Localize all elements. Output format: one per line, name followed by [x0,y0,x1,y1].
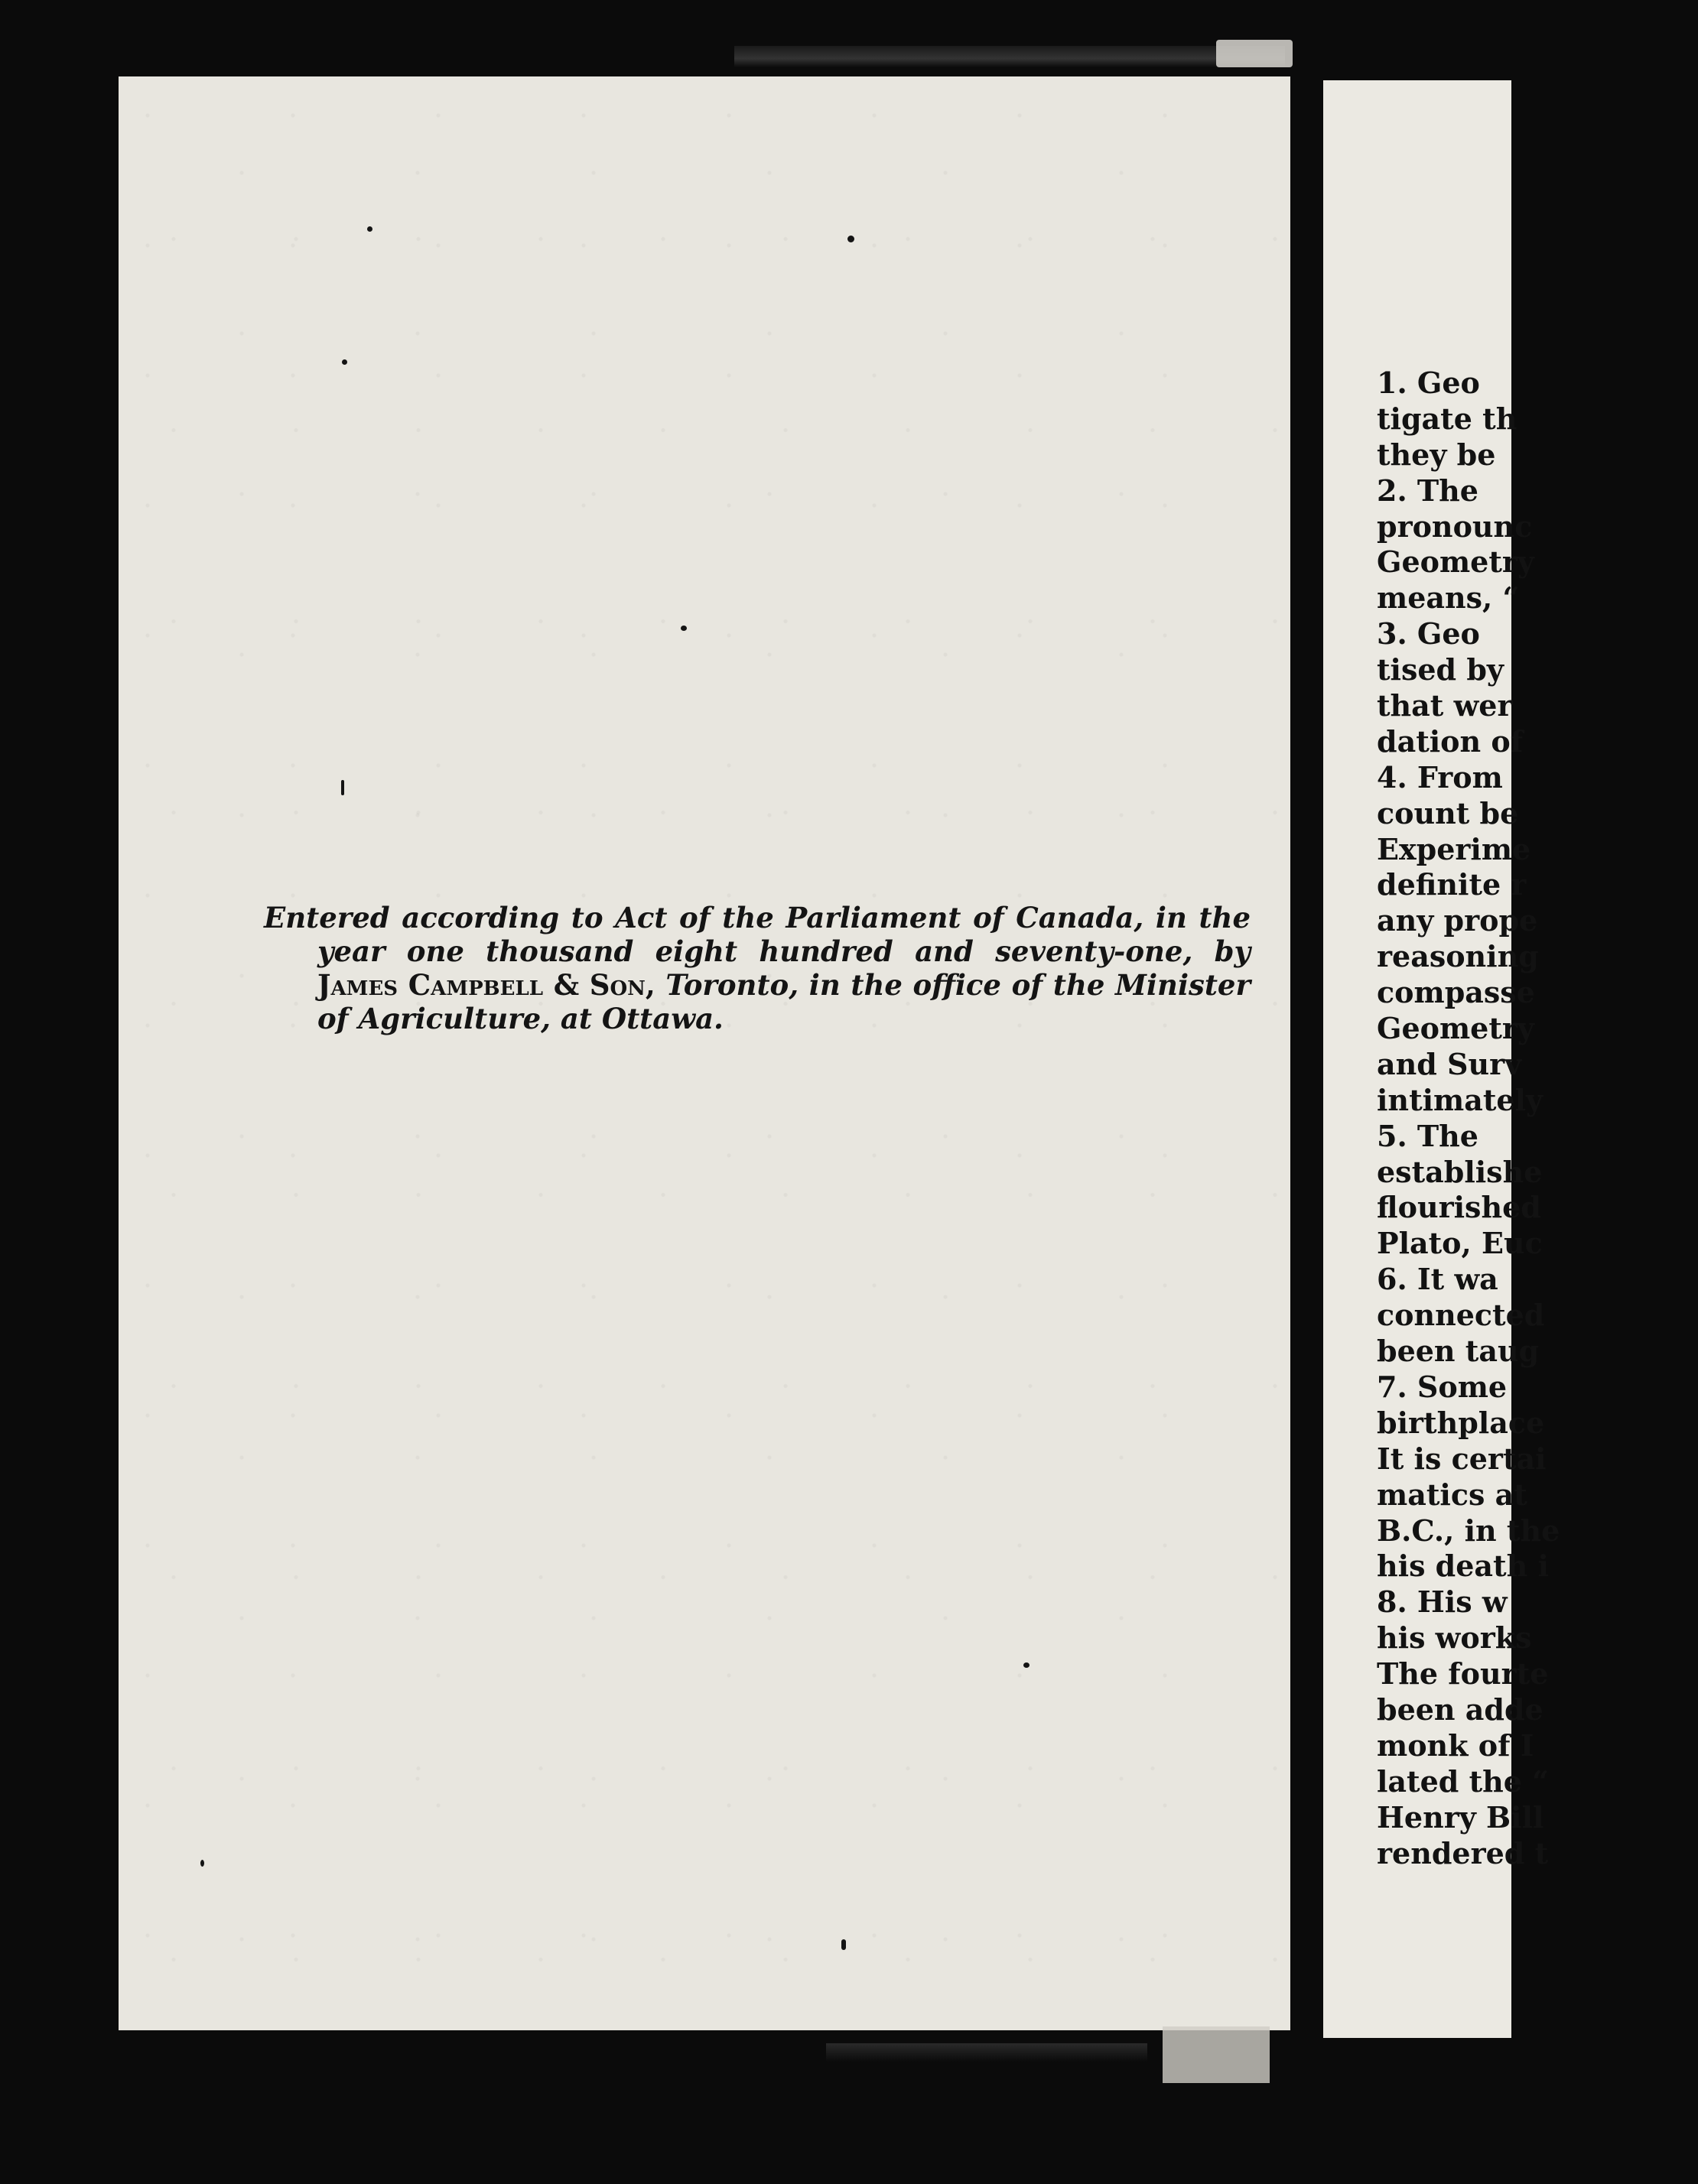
right-page [1323,80,1560,2038]
paper-speck [1023,1662,1030,1668]
right-page-line: Plato, Euc [1377,1226,1543,1261]
paper-speck [200,1860,204,1867]
right-page-line: dation of [1377,723,1524,759]
right-page-line: tised by [1377,652,1504,687]
right-page-line: intimately [1377,1082,1543,1117]
paper-speck [841,1939,846,1950]
right-page-line: B.C., in the [1377,1513,1560,1548]
right-page-line: been adde [1377,1692,1543,1727]
right-page-line: The fourte [1377,1656,1549,1692]
copyright-name-james: James [317,968,398,1002]
copyright-line-2a: year one thousand eight hundred and seventy-one, by [317,934,1251,968]
copyright-name-son: & Son, [553,968,655,1002]
paper-speck [341,780,344,795]
bottom-binding-tab [1163,2026,1270,2083]
right-page-line: means, “ [1377,580,1520,616]
copyright-notice [264,901,1251,1035]
right-page-line: definite r [1377,867,1527,902]
right-page-line: 2. The [1377,473,1478,508]
right-page-line: and Surv [1377,1046,1522,1081]
right-page-line: 5. The [1377,1118,1478,1153]
right-page-line: connected [1377,1298,1545,1333]
left-page [119,76,1290,2030]
right-page-line: 4. From [1377,759,1503,795]
right-page-line: reasoning [1377,939,1539,974]
right-page-line: Geometry [1377,544,1535,580]
right-page-line: establishe [1377,1154,1543,1189]
right-page-line: any prope [1377,903,1538,938]
right-page-line: they be [1377,437,1496,472]
right-page-line: lated the “ [1377,1763,1550,1799]
paper-speck [847,236,854,242]
bottom-edge-shadow [826,2043,1147,2062]
right-page-text [1377,366,1698,1871]
right-page-line: tigate th [1377,401,1517,436]
right-page-line: 1. Geo [1377,366,1480,400]
right-page-line: his death i [1377,1549,1549,1584]
copyright-name-campbell: Campbell [408,968,544,1002]
copyright-line-4: Agriculture, at Ottawa. [358,1002,724,1035]
right-page-line: Experime [1377,831,1531,866]
paper-speck [342,359,347,365]
right-page-line: It is certai [1377,1441,1547,1476]
right-page-line: monk of I [1377,1727,1534,1763]
right-page-line: birthplace [1377,1405,1545,1440]
right-page-line: been taug [1377,1334,1540,1369]
copyright-line-1: Entered according to Act of the Parliament of Canada, in the [264,901,1251,934]
right-page-line: 6. It wa [1377,1262,1498,1297]
right-page-line: 3. Geo [1377,616,1480,652]
right-page-line: pronounc [1377,509,1533,544]
right-page-line: 7. Some [1377,1369,1508,1404]
right-page-line: his works [1377,1620,1532,1656]
right-page-line: rendered t [1377,1835,1549,1870]
right-page-line: that wer [1377,688,1513,723]
right-page-line: flourished [1377,1190,1541,1225]
right-page-line: compasse [1377,975,1535,1010]
right-page-line: matics at [1377,1477,1527,1512]
right-page-line: Geometry [1377,1011,1535,1046]
top-binding-tab [1216,40,1293,67]
right-page-line: 8. His w [1377,1584,1508,1620]
right-page-line: Henry Bill [1377,1799,1544,1835]
paper-speck [367,226,372,232]
paper-speck [681,626,687,631]
right-page-line: count be [1377,795,1519,830]
copyright-line-3c: Toronto, in the office of the Minister of [317,968,1251,1035]
top-edge-shadow [734,46,1285,67]
